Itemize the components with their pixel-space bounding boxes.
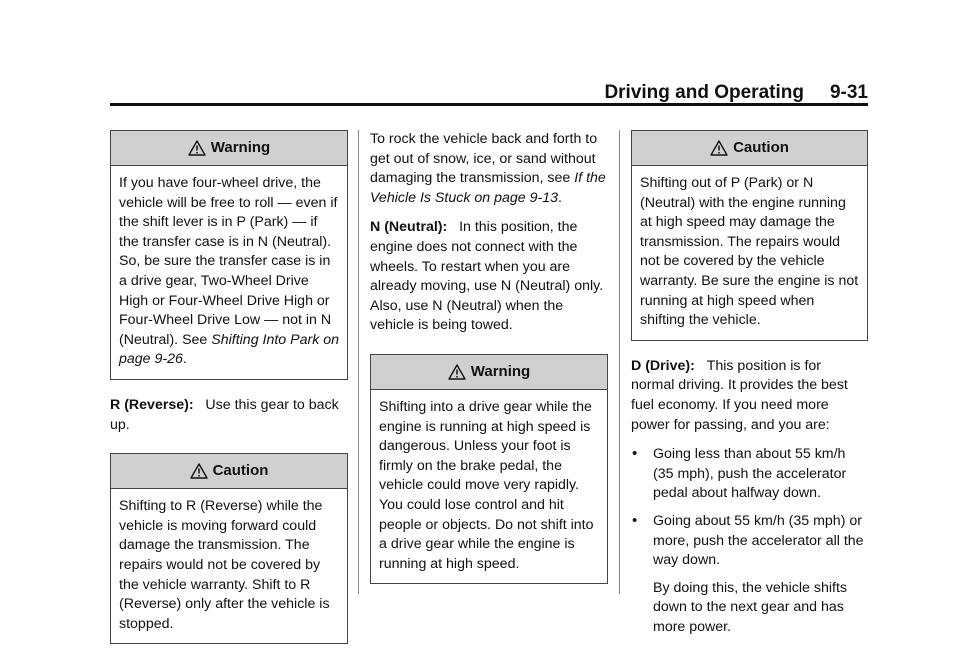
warning-heading: Warning <box>470 363 531 381</box>
reverse-text: Use this gear to back up. <box>110 396 339 433</box>
list-item: • Going less than about 55 km/h (35 mph), push the accelerator pedal about halfway down. <box>631 445 868 504</box>
cross-reference-link[interactable]: Shifting Into Park on page 9-26 <box>119 331 340 368</box>
caution-box-header <box>632 131 867 166</box>
neutral-label: N (Neutral): <box>370 219 448 236</box>
caution-heading: Caution <box>733 139 789 157</box>
caution-box-body <box>632 166 867 340</box>
neutral-paragraph <box>370 218 608 336</box>
reverse-label: R (Reverse): <box>110 396 194 413</box>
drive-label: D (Drive): <box>631 357 695 374</box>
warning-box-body <box>371 390 607 583</box>
header-rule <box>110 103 868 106</box>
caution-box-header <box>111 454 347 489</box>
section-title: Driving and Operating <box>604 82 804 103</box>
caution-box <box>110 453 348 644</box>
warning-text: If you have four-wheel drive, the vehicle will be free to roll — even if the shift lever is in P (Park) — if the transfer case is in N (Neutral). So, be sure the transfer case is in a drive gear, Two-Wheel Drive High or Four-Wheel Drive High or Four-Wheel Drive Low — not in N (Neutral). See <box>119 175 338 348</box>
warning-triangle-icon <box>188 140 206 156</box>
warning-text: Shifting into a drive gear while the engine is running at high speed is dangerous. Unless your foot is firmly on the brake pedal, the vehicle could move very rapidly. You could lose control and hit people or objects. Do not shift into a drive gear while the engine is running at high speed. <box>379 398 594 572</box>
column-divider <box>358 130 359 594</box>
column-divider <box>619 130 620 594</box>
drive-text: This position is for normal driving. It provides the best fuel economy. If you need more power for passing, and you are: <box>631 357 848 433</box>
warning-box <box>370 354 608 584</box>
sentence-end: . <box>557 189 562 206</box>
reverse-paragraph <box>110 396 348 435</box>
warning-box-header <box>111 131 347 166</box>
caution-text: Shifting to R (Reverse) while the vehicle is moving forward could damage the transmission. The repairs would not be covered by the vehicle warranty. Shift to R (Reverse) only after the vehicle is stopped. <box>119 498 330 632</box>
page-header <box>110 82 868 104</box>
warning-box <box>110 130 348 380</box>
warning-heading: Warning <box>210 139 271 157</box>
caution-box <box>631 130 868 341</box>
warning-triangle-icon <box>190 463 208 479</box>
intro-paragraph <box>370 130 608 208</box>
warning-box-header <box>371 355 607 390</box>
column-3 <box>631 130 868 637</box>
followup-paragraph: By doing this, the vehicle shifts down to the next gear and has more power. <box>653 579 847 635</box>
column-2 <box>370 130 608 584</box>
page-number: 9-31 <box>829 82 868 103</box>
column-1 <box>110 130 348 644</box>
caution-heading: Caution <box>212 462 269 480</box>
cross-reference-link[interactable]: If the Vehicle Is Stuck on page 9-13 <box>370 170 606 206</box>
neutral-text: In this position, the engine does not connect with the wheels. To restart when you are already moving, use N (Neutral) only. Also, use N (Neutral) when the vehicle is being towed. <box>370 219 604 334</box>
caution-box-body <box>111 489 347 643</box>
warning-triangle-icon <box>710 140 728 156</box>
bullet-list <box>631 445 868 571</box>
caution-text: Shifting out of P (Park) or N (Neutral) with the engine running at high speed may damage the transmission. The repairs would not be covered by the vehicle warranty. Be sure the engine is not running at high speed when shifting the vehicle. <box>640 175 859 329</box>
intro-text: To rock the vehicle back and forth to get out of snow, ice, or sand without damaging the transmission, see <box>370 131 598 187</box>
warning-triangle-icon <box>448 364 466 380</box>
warning-box-body <box>111 166 347 379</box>
list-item: • Going about 55 km/h (35 mph) or more, push the accelerator all the way down. <box>631 512 868 571</box>
drive-paragraph <box>631 357 868 435</box>
sentence-end: . <box>182 351 187 368</box>
